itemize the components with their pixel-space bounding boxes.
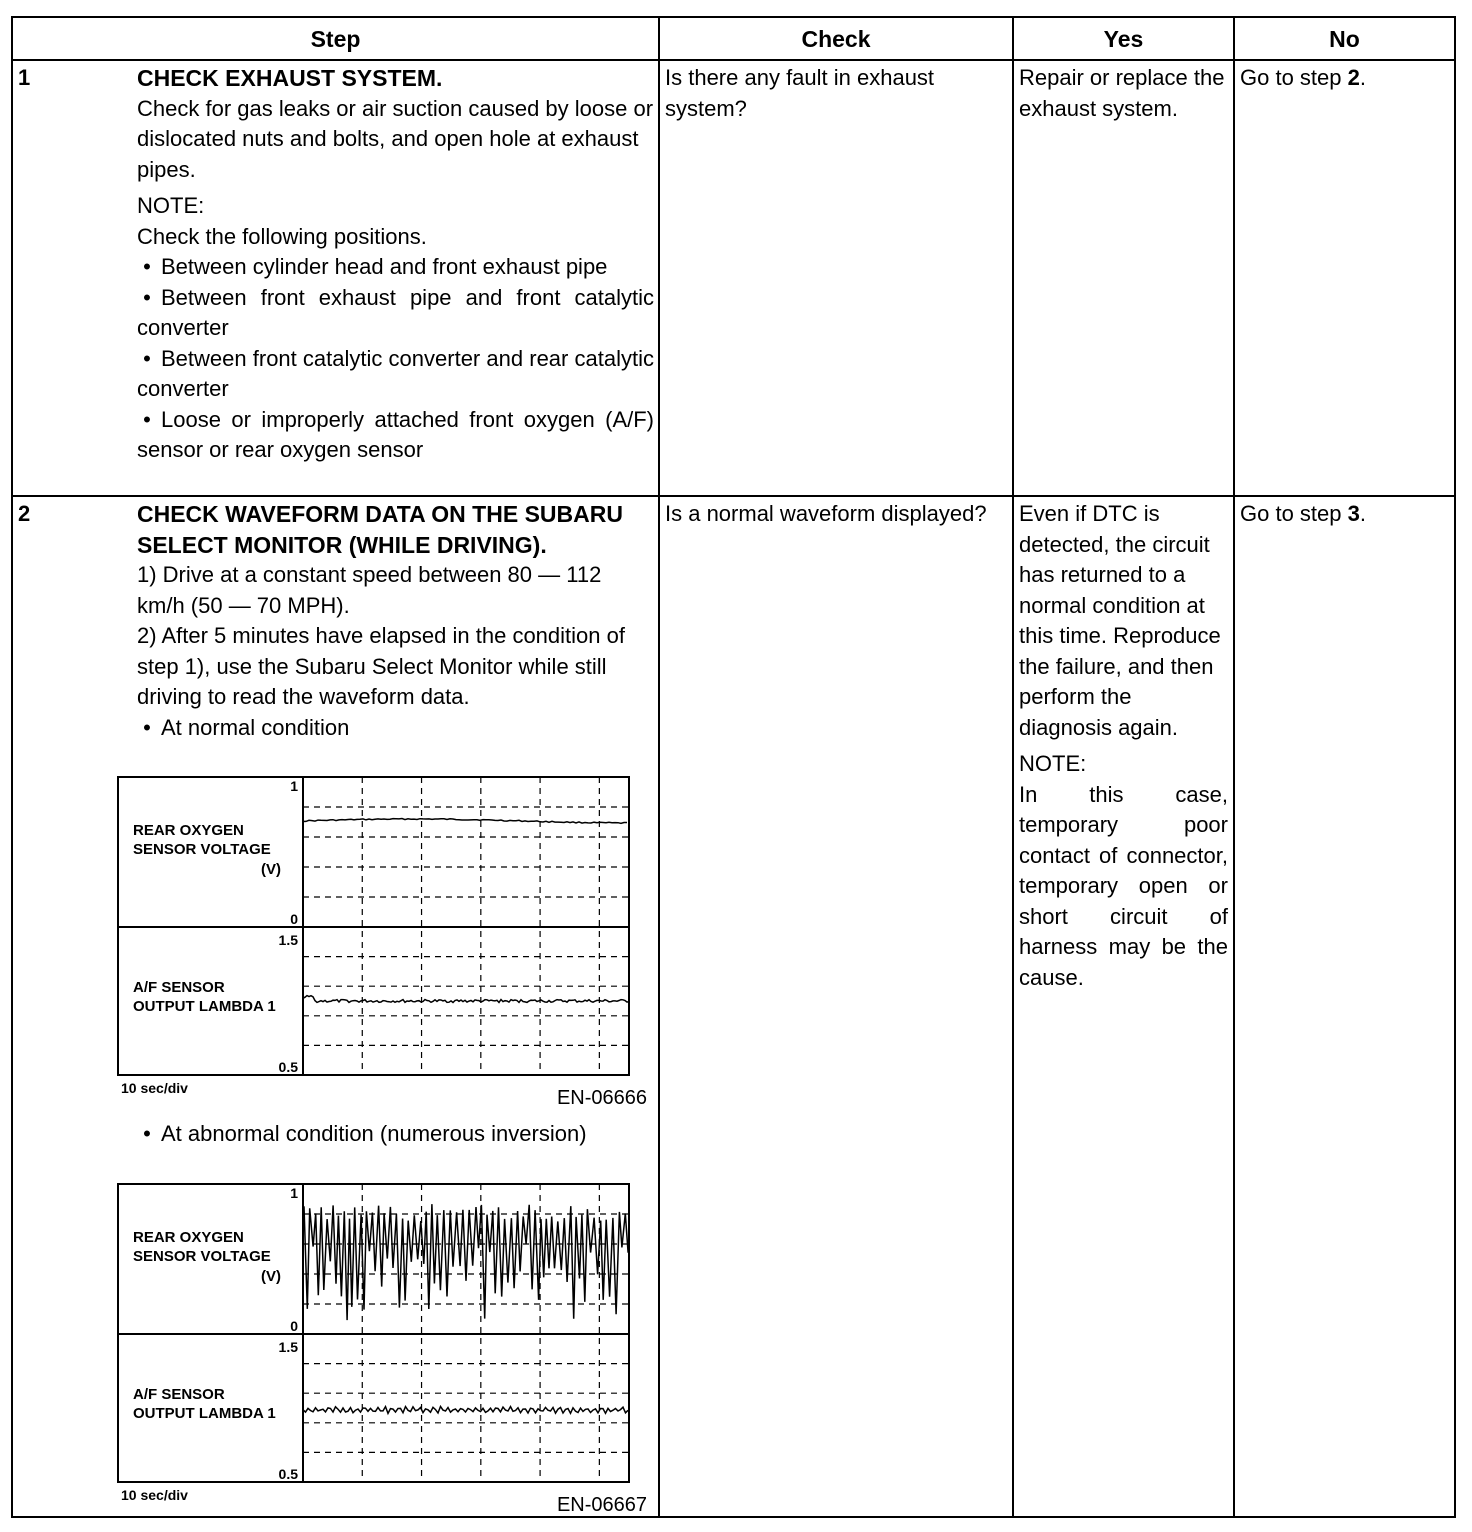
top-panel-label: SENSOR VOLTAGE (133, 841, 271, 858)
no-cell (1234, 60, 1455, 496)
top-panel-label: SENSOR VOLTAGE (133, 1247, 271, 1265)
step-cell (12, 60, 659, 496)
table-row (12, 496, 1455, 1517)
step-title: CHECK EXHAUST SYSTEM. (137, 65, 443, 91)
no-prefix: Go to step (1240, 501, 1348, 526)
bullet-icon: • (137, 284, 151, 310)
no-cell (1234, 496, 1455, 1517)
yes-text: Repair or replace the exhaust system. (1019, 65, 1225, 121)
list-item: • Between cylinder head and front exhaust pipe (137, 252, 654, 283)
check-text: Is there any fault in exhaust system? (665, 65, 935, 121)
bullet-icon: • (137, 345, 151, 371)
figure-code: EN-06667 (556, 1493, 647, 1516)
no-step-link[interactable]: 2 (1347, 65, 1360, 90)
list-item: • At normal condition (137, 713, 654, 744)
top-panel-label: (V) (261, 861, 281, 878)
waveform-chart (117, 1178, 647, 1518)
bottom-panel-label: OUTPUT LAMBDA 1 (133, 998, 276, 1015)
header-yes: Yes (1013, 17, 1234, 60)
header-no: No (1234, 17, 1455, 60)
sub-step: 1) Drive at a constant speed between 80 — 112 km/h (50 — 70 MPH). (137, 562, 602, 618)
top-panel-label: REAR OXYGEN (133, 1228, 244, 1246)
axis-top-max: 1 (290, 1184, 298, 1201)
axis-bottom-min: 0.5 (278, 1059, 298, 1075)
note-label: NOTE: (137, 193, 205, 218)
diagnosis-table (11, 16, 1456, 1518)
waveform-figure-abnormal (117, 1178, 647, 1516)
yes-note-label: NOTE: (1019, 751, 1087, 776)
list-item: • At abnormal condition (numerous inversion) (137, 1119, 654, 1150)
top-panel-label: REAR OXYGEN (133, 822, 244, 839)
axis-top-min: 0 (290, 1317, 298, 1334)
bullet-list (13, 252, 658, 468)
check-cell (659, 60, 1013, 496)
table-row (12, 60, 1455, 496)
yes-note: In this case, temporary poor contact of connector, temporary open or short circuit of harness may be the cause. (1019, 781, 1228, 990)
axis-top-min: 0 (290, 911, 298, 927)
list-item: • Between front catalytic converter and rear catalytic converter (137, 345, 654, 401)
waveform-figure-normal (117, 771, 647, 1109)
yes-cell (1013, 60, 1234, 496)
list-item: • Loose or improperly attached front oxygen (A/F) sensor or rear oxygen sensor (137, 406, 654, 462)
step-number: 1 (18, 65, 31, 90)
step-text: Check for gas leaks or air suction caused by loose or dislocated nuts and bolts, and open hole at exhaust pipes. (137, 95, 654, 182)
bullet-icon: • (137, 406, 151, 432)
bullet-icon: • (137, 1121, 151, 1146)
figure-code: EN-06666 (556, 1087, 647, 1109)
yes-text: Even if DTC is detected, the circuit has returned to a normal condition at this time. Reproduce the failure, and then perform the diagnosis again. (1019, 501, 1221, 740)
top-panel-label: (V) (261, 1267, 281, 1285)
bullet-icon: • (137, 254, 151, 279)
af-sensor-trace (303, 996, 629, 1003)
rear-oxygen-trace (304, 1204, 628, 1320)
bullet-icon: • (137, 714, 151, 740)
sub-step: 2) After 5 minutes have elapsed in the condition of step 1), use the Subaru Select Monitor while still driving to read the waveform data. (137, 623, 625, 709)
bottom-panel-label: A/F SENSOR (133, 1385, 225, 1403)
header-check: Check (659, 17, 1013, 60)
no-step-link[interactable]: 3 (1347, 501, 1360, 526)
axis-bottom-max: 1.5 (278, 932, 298, 948)
note-intro: Check the following positions. (137, 223, 427, 249)
yes-cell (1013, 496, 1234, 1517)
check-cell (659, 496, 1013, 1517)
time-scale-label: 10 sec/div (121, 1486, 188, 1503)
bottom-panel-label: OUTPUT LAMBDA 1 (133, 1404, 276, 1422)
axis-bottom-min: 0.5 (278, 1465, 298, 1482)
no-prefix: Go to step (1240, 65, 1348, 90)
step-number: 2 (18, 501, 31, 526)
step-body (132, 61, 658, 252)
axis-top-max: 1 (290, 778, 298, 794)
header-row (12, 17, 1455, 60)
bottom-panel-label: A/F SENSOR (133, 979, 225, 996)
header-step: Step (12, 17, 659, 60)
waveform-chart (117, 771, 647, 1111)
no-suffix: . (1359, 65, 1366, 90)
step-body (121, 497, 658, 1516)
af-sensor-trace (303, 1406, 628, 1413)
list-item: • Between front exhaust pipe and front catalytic converter (137, 284, 654, 340)
step-title: CHECK WAVEFORM DATA ON THE SUBARU SELECT MONITOR (WHILE DRIVING). (137, 501, 623, 558)
no-suffix: . (1359, 501, 1366, 526)
rear-oxygen-trace (303, 819, 627, 824)
check-text: Is a normal waveform displayed? (665, 501, 987, 526)
step-cell (12, 496, 659, 1517)
time-scale-label: 10 sec/div (121, 1080, 188, 1096)
axis-bottom-max: 1.5 (278, 1338, 298, 1355)
